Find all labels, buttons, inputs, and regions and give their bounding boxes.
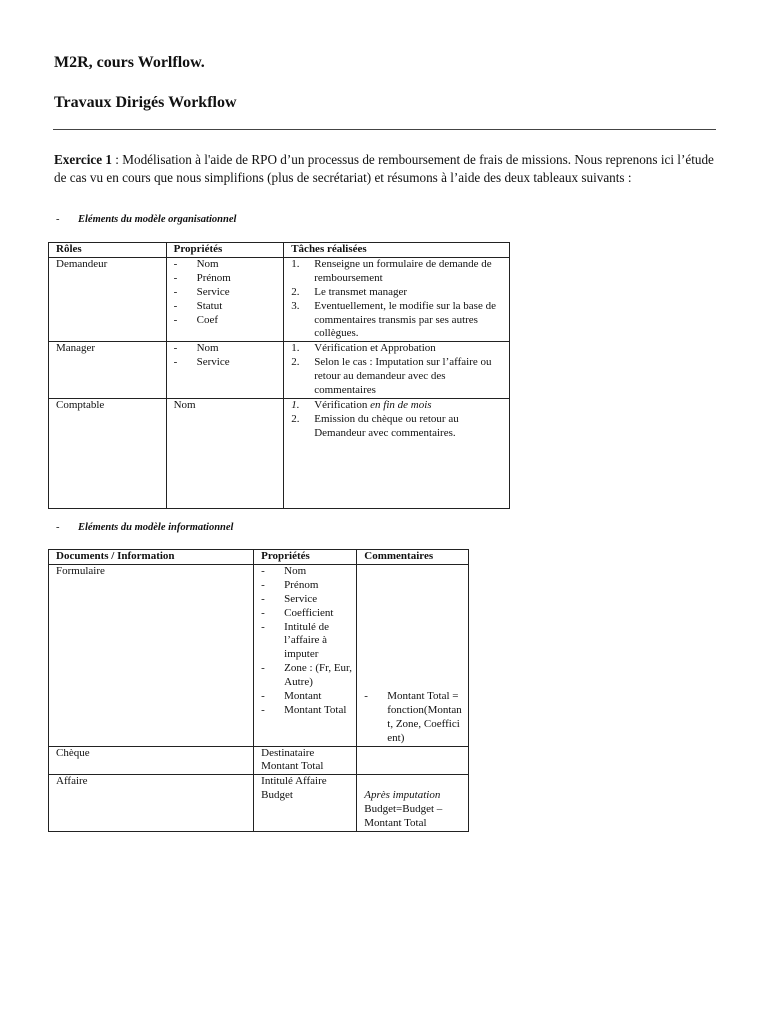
property-line: Montant Total — [261, 760, 324, 773]
task-item: 1. Vérification en fin de mois — [291, 398, 432, 411]
section-dash: - — [56, 214, 60, 225]
header-comments: Commentaires — [357, 550, 469, 565]
document-cell: Formulaire — [49, 564, 254, 746]
properties-cell — [166, 342, 284, 399]
table-row — [49, 342, 510, 399]
header-tasks: Tâches réalisées — [284, 243, 510, 258]
table-row — [49, 746, 469, 775]
section-organisational — [56, 214, 236, 225]
task-item: 1. Renseigne un formulaire de demande de remboursement — [291, 257, 492, 284]
property-item: - Nom — [261, 565, 352, 579]
header-roles: Rôles — [49, 243, 167, 258]
task-item: 2. Le transmet manager — [291, 285, 408, 298]
section-title: Eléments du modèle organisationnel — [78, 214, 237, 225]
table-row — [49, 257, 510, 341]
tasks-cell — [284, 342, 510, 399]
task-item: 2. Selon le cas : Imputation sur l’affaire ou retour au demandeur avec des commentaires — [291, 356, 492, 397]
role-cell: Manager — [49, 342, 167, 399]
comment-cell — [357, 775, 469, 832]
document-cell: Chèque — [49, 746, 254, 775]
property-item: - Zone : (Fr, Eur, Autre) — [261, 662, 352, 690]
property-item: - Nom — [174, 342, 284, 356]
header-documents: Documents / Information — [49, 550, 254, 565]
properties-cell: Nom — [166, 398, 284, 508]
task-item: 1. Vérification et Approbation — [291, 342, 436, 355]
table-header-row — [49, 550, 469, 565]
comment-item: - Montant Total = fonction(Montant, Zone, Coefficient) — [364, 690, 464, 746]
page-title: Travaux Dirigés Workflow — [54, 94, 237, 111]
section-dash: - — [56, 522, 60, 533]
properties-cell — [254, 564, 357, 746]
informational-table — [48, 549, 469, 832]
property-line: Budget — [261, 789, 293, 802]
course-title: M2R, cours Worlflow. — [54, 54, 205, 71]
table-header-row — [49, 243, 510, 258]
table-row — [49, 398, 510, 508]
property-item: - Service — [174, 286, 284, 300]
property-item: - Intitulé de l’affaire à imputer — [261, 621, 352, 663]
property-item: - Prénom — [261, 579, 352, 593]
properties-cell — [254, 746, 357, 775]
tasks-cell — [284, 398, 510, 508]
property-item: - Montant Total — [261, 704, 352, 718]
exercise-sep: : — [111, 152, 123, 167]
property-item: - Nom — [174, 258, 284, 272]
role-cell: Demandeur — [49, 257, 167, 341]
section-informational — [56, 522, 233, 533]
property-item: - Service — [261, 593, 352, 607]
property-item: - Service — [174, 356, 284, 370]
comment-text: Budget=Budget – Montant Total — [364, 803, 443, 830]
role-cell: Comptable — [49, 398, 167, 508]
property-item: - Coefficient — [261, 607, 352, 621]
properties-cell — [166, 257, 284, 341]
tasks-cell — [284, 257, 510, 341]
document-cell: Affaire — [49, 775, 254, 832]
property-item: - Prénom — [174, 272, 284, 286]
table-row — [49, 775, 469, 832]
section-title: Eléments du modèle informationnel — [78, 522, 234, 533]
task-item: 2. Emission du chèque ou retour au Demandeur avec commentaires. — [291, 412, 459, 439]
divider — [53, 129, 716, 130]
header-properties: Propriétés — [254, 550, 357, 565]
properties-cell — [254, 775, 357, 832]
exercise-label: Exercice 1 — [54, 152, 112, 167]
organisational-table — [48, 242, 510, 509]
header-properties: Propriétés — [166, 243, 284, 258]
table-row — [49, 564, 469, 746]
property-item: - Statut — [174, 300, 284, 314]
property-item: - Coef — [174, 314, 284, 328]
comment-cell — [357, 746, 469, 775]
property-line: Destinataire — [261, 746, 315, 759]
exercise-intro — [54, 151, 719, 186]
exercise-text: Modélisation à l'aide de RPO d’un processus de remboursement de frais de missions. Nous reprenons ici l’étude de cas vu en cours que nous simplifions (plus de secrétariat) et résumons à l’aide des deux tableaux suivants : — [54, 152, 714, 185]
task-item: 3. Eventuellement, le modifie sur la base de commentaires transmis par ses autres collègues. — [291, 299, 496, 340]
property-line: Intitulé Affaire — [261, 775, 327, 788]
comment-note: Après imputation — [364, 789, 441, 802]
comment-cell — [357, 564, 469, 746]
property-item: - Montant — [261, 690, 352, 704]
